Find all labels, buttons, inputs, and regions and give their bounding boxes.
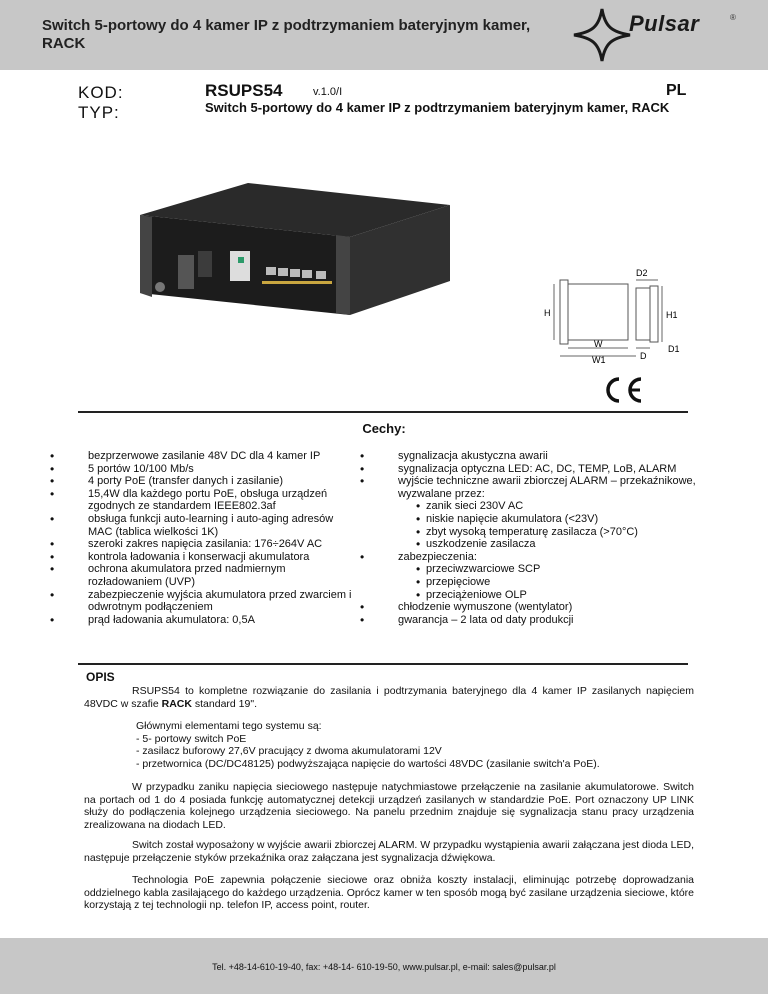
feature-item: • sygnalizacja akustyczna awarii xyxy=(360,450,720,463)
feature-item: • ochrona akumulatora przed nadmiernym rozładowaniem (UVP) xyxy=(50,563,360,588)
features-list-right xyxy=(360,450,720,626)
opis-paragraph: Technologia PoE zapewnia połączenie sieciowe oraz obniża koszty instalacji, eliminując potrzebę doprowadzania oddzielnego kabla zasilającego do każdego urządzenia. Oprócz kamer w ten sposób mogą być zasilane urządzenia sieciowe, które korzystają z tej technologii np. telefon IP, access point, router. xyxy=(84,874,694,911)
opis-components-list xyxy=(136,720,696,770)
feature-item: • zabezpieczenie wyjścia akumulatora przed zwarciem i odwrotnym podłączeniem xyxy=(50,589,360,614)
opis-title: OPIS xyxy=(86,670,115,684)
feature-item-label: zabezpieczenia: xyxy=(398,550,477,563)
product-version: v.1.0/I xyxy=(313,86,343,98)
page-header xyxy=(0,0,768,70)
product-type: Switch 5-portowy do 4 kamer IP z podtrzymaniem bateryjnym kamer, RACK xyxy=(205,100,670,115)
opis-paragraph: W przypadku zaniku napięcia sieciowego następuje natychmiastowe przełączenie na zasilanie akumulatorowe. Switch na portach od 1 do 4 posiada funkcję automatycznej detekcji urządzeń zasilanych w standardzie PoE. Port oznaczony UP LINK służy do podłączenia kolejnego urządzenia sieciowego. Na panelu przednim znajduje się sygnalizacja stanu pracy urządzenia zrealizowana na diodach LED. xyxy=(84,781,694,831)
opis-line: Głównymi elementami tego systemu są: xyxy=(136,720,322,732)
language-tag: PL xyxy=(666,82,687,99)
opis-paragraph: Switch został wyposażony w wyjście awarii zbiorczej ALARM. W przypadku wystąpienia awarii załączana jest dioda LED, następuje przełączenie styków przekaźnika oraz załączana jest sygnalizacja dźwiękowa. xyxy=(84,839,694,864)
logo-registered: ® xyxy=(730,13,736,22)
feature-item: • gwarancja – 2 lata od daty produkcji xyxy=(360,614,720,627)
header-title: Switch 5-portowy do 4 kamer IP z podtrzymaniem bateryjnym kamer, RACK xyxy=(42,17,531,52)
feature-item: • obsługa funkcji auto-learning i auto-aging adresów MAC (tablica wielkości 1K) xyxy=(50,513,360,538)
feature-item xyxy=(360,551,720,601)
opis-bold-text: RACK xyxy=(161,697,192,710)
feature-item: • 5 portów 10/100 Mb/s xyxy=(50,463,360,476)
logo-wordmark: Pulsar xyxy=(629,11,700,36)
feature-item: • chłodzenie wymuszone (wentylator) xyxy=(360,601,720,614)
typ-label: TYP: xyxy=(78,103,120,122)
ce-mark-icon xyxy=(600,375,644,405)
feature-item: • kontrola ładowania i konserwacji akumulatora xyxy=(50,551,360,564)
sub-item: • niskie napięcie akumulatora (<23V) xyxy=(398,513,720,526)
feature-item: • sygnalizacja optyczna LED: AC, DC, TEMP, LoB, ALARM xyxy=(360,463,720,476)
alarm-sublist xyxy=(398,500,720,550)
opis-line: - przetwornica (DC/DC48125) podwyższająca napięcie do wartości 48VDC (zasilanie switch'a PoE). xyxy=(136,757,600,770)
sub-item: • przepięciowe xyxy=(398,576,720,589)
feature-item: • bezprzerwowe zasilanie 48V DC dla 4 kamer IP xyxy=(50,450,360,463)
opis-paragraph xyxy=(84,685,694,710)
dim-label: W xyxy=(594,339,603,349)
dim-label: D1 xyxy=(668,344,680,354)
sub-item: • uszkodzenie zasilacza xyxy=(398,538,720,551)
star-logo-icon xyxy=(572,7,632,63)
product-code: RSUPS54 xyxy=(205,81,283,100)
opis-line: - 5- portowy switch PoE xyxy=(136,732,247,745)
feature-item: • 4 porty PoE (transfer danych i zasilanie) xyxy=(50,475,360,488)
dim-label: W1 xyxy=(592,355,606,365)
features-title: Cechy: xyxy=(362,421,406,436)
section-divider xyxy=(78,663,688,665)
features-list-left xyxy=(50,450,360,626)
footer-contact: Tel. +48-14-610-19-40, fax: +48-14- 610-19-50, www.pulsar.pl, e-mail: sales@pulsar.pl xyxy=(212,962,556,972)
dim-label: H1 xyxy=(666,310,678,320)
opis-line: - zasilacz buforowy 27,6V pracujący z dwoma akumulatorami 12V xyxy=(136,745,442,757)
feature-item xyxy=(360,475,720,551)
kod-label: KOD: xyxy=(78,83,124,102)
pulsar-logo xyxy=(572,7,752,63)
dim-label: D2 xyxy=(636,268,648,278)
dim-label: D xyxy=(640,351,647,361)
opis-text: RSUPS54 to kompletne rozwiązanie do zasilania i podtrzymania bateryjnego dla 4 kamer IP zasilanych napięciem 48VDC w szafie xyxy=(84,685,694,710)
opis-text: standard 19". xyxy=(191,697,257,710)
sub-item: • przeciwzwarciowe SCP xyxy=(398,563,720,576)
sub-item: • zanik sieci 230V AC xyxy=(398,500,720,513)
dim-label: H xyxy=(544,308,551,318)
feature-item: • prąd ładowania akumulatora: 0,5A xyxy=(50,614,360,627)
section-divider xyxy=(78,411,688,413)
page-footer xyxy=(0,938,768,994)
product-image xyxy=(138,175,452,335)
protection-sublist xyxy=(398,563,720,601)
feature-item: • szeroki zakres napięcia zasilania: 176÷264V AC xyxy=(50,538,360,551)
feature-item: • 15,4W dla każdego portu PoE, obsługa urządzeń zgodnych ze standardem IEEE802.3af xyxy=(50,488,360,513)
sub-item: • przeciążeniowe OLP xyxy=(398,589,720,602)
feature-item-label: wyjście techniczne awarii zbiorczej ALARM – przekaźnikowe, wyzwalane przez: xyxy=(398,475,696,500)
sub-item: • zbyt wysoką temperaturę zasilacza (>70°C) xyxy=(398,526,720,539)
dimension-drawing xyxy=(540,266,690,366)
